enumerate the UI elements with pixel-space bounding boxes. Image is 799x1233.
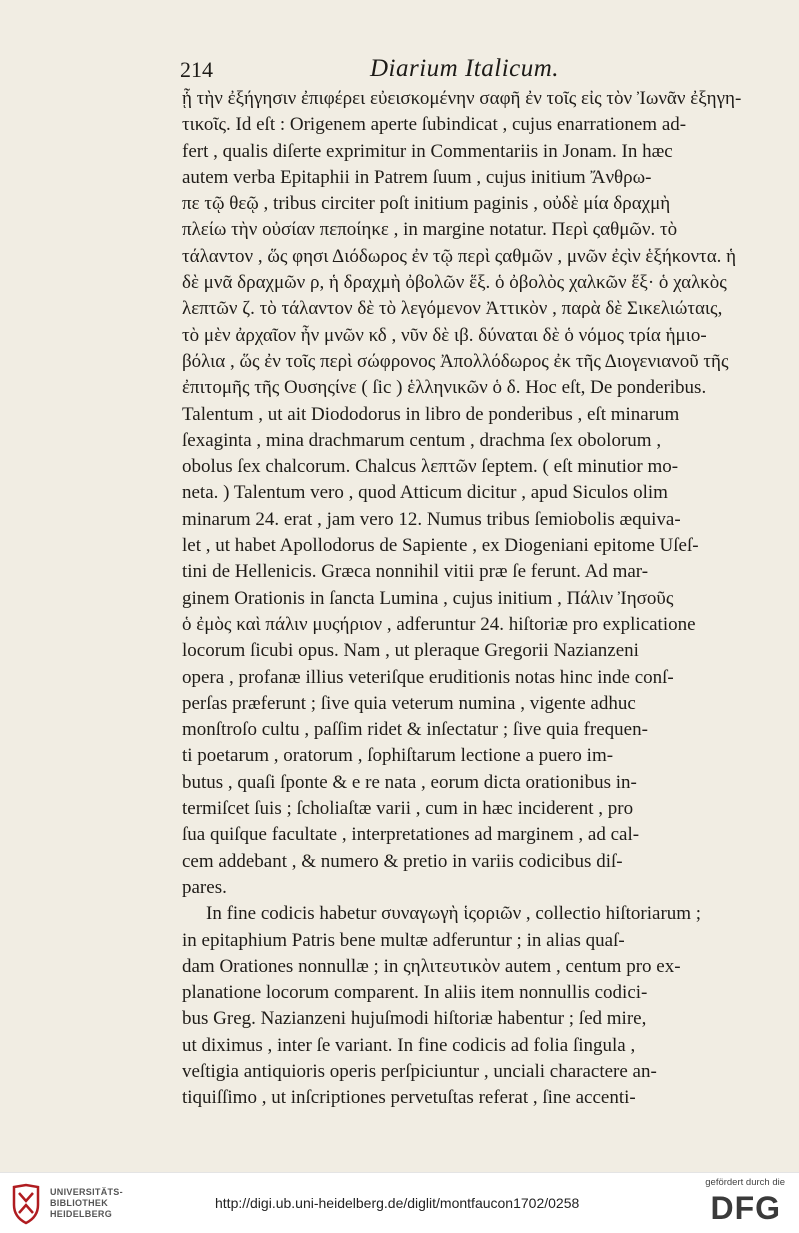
university-library-logo-icon: [8, 1183, 44, 1225]
text-line: monſtroſo cultu , paſſim ridet & inſectatur ; ſive quia frequen-: [182, 719, 648, 741]
page-number: 214: [180, 57, 213, 82]
text-line: butus , quaſi ſponte & e re nata , eorum dicta orationibus in-: [182, 771, 637, 793]
funded-by-label: gefördert durch die: [705, 1177, 785, 1188]
text-line: autem verba Epitaphii in Patrem ſuum , cujus initium Ἄνθρω-: [182, 166, 652, 188]
text-line: λεπτῶν ζ. τὸ τάλαντον δὲ τὸ λεγόμενον Ἀττικὸν , παρὰ δὲ Σικελιώταις,: [182, 298, 723, 320]
text-line: let , ut habet Apollodorus de Sapiente , ex Diogeniani epitome Uſeſ-: [182, 535, 699, 557]
text-line: In fine codicis habetur συναγωγὴ ἱςοριῶν , collectio hiſtoriarum ;: [206, 903, 702, 925]
permalink-url[interactable]: http://digi.ub.uni-heidelberg.de/diglit/montfaucon1702/0258: [215, 1195, 580, 1211]
text-line: locorum ſicubi opus. Nam , ut pleraque Gregorii Nazianzeni: [182, 640, 639, 662]
text-line: neta. ) Talentum vero , quod Atticum dicitur , apud Siculos olim: [182, 482, 668, 504]
text-line: planatione locorum comparent. In aliis item nonnullis codici-: [182, 982, 648, 1004]
text-line: ginem Orationis in ſancta Lumina , cujus initium , Πάλιν Ἰησοῦς: [182, 587, 674, 609]
text-line: dam Orationes nonnullæ ; in ςηλιτευτικὸν autem , centum pro ex-: [182, 955, 681, 977]
text-line: ut diximus , inter ſe variant. In fine codicis ad folia ſingula ,: [182, 1034, 636, 1056]
library-name-line: BIBLIOTHEK: [50, 1198, 108, 1208]
text-line: pares.: [182, 876, 227, 898]
text-line: τάλαντον , ὥς φησι Διόδωρος ἐν τῷ περὶ ςαθμῶν , μνῶν ἐςὶν ἑξήκοντα. ἡ: [182, 245, 737, 267]
viewer-footer: [0, 1172, 799, 1233]
text-line: βόλια , ὥς ἐν τοῖς περὶ σώφρονος Ἀπολλόδωρος ἐκ τῆς Διογενιανοῦ τῆς: [182, 350, 729, 372]
text-line: tiquiſſimo , ut inſcriptiones pervetuſtas referat , ſine accenti-: [182, 1087, 636, 1109]
text-line: ſua quiſque facultate , interpretationes ad marginem , ad cal-: [182, 824, 640, 846]
text-line: fert , qualis diſerte exprimitur in Commentariis in Jonam. In hæc: [182, 140, 673, 162]
text-line: perſas præferunt ; ſive quia veterum numina , vigente adhuc: [182, 692, 636, 714]
dfg-logo: DFG: [710, 1190, 781, 1226]
text-line: cem addebant , & numero & pretio in variis codicibus diſ-: [182, 850, 623, 872]
library-name: [50, 1187, 123, 1220]
page-text: [182, 86, 770, 1112]
text-line: τὸ μὲν ἀρχαῖον ἦν μνῶν κδ , νῦν δὲ ιβ. δύναται δὲ ὁ νόμος τρία ἡμιο-: [182, 324, 707, 346]
text-line: ᾗ τὴν ἐξήγησιν ἐπιφέρει εὐεισκομένην σαφῆ ἐν τοῖς εἰς τὸν Ἰωνᾶν ἐξηγη-: [182, 88, 742, 109]
text-line: bus Greg. Nazianzeni hujuſmodi hiſtoriæ habentur ; ſed mire,: [182, 1008, 647, 1030]
text-line: ſexaginta , mina drachmarum centum , drachma ſex obolorum ,: [182, 429, 662, 451]
library-name-line: UNIVERSITÄTS-: [50, 1187, 123, 1197]
text-line: minarum 24. erat , jam vero 12. Numus tribus ſemiobolis æquiva-: [182, 508, 681, 530]
text-line: tini de Hellenicis. Græca nonnihil vitii præ ſe ferunt. Ad mar-: [182, 561, 649, 583]
running-head: Diarium Italicum.: [370, 55, 560, 82]
text-line: ὁ ἐμὸς καὶ πάλιν μυςήριον , adferuntur 24. hiſtoriæ pro explicatione: [182, 613, 696, 635]
library-name-line: HEIDELBERG: [50, 1209, 113, 1219]
text-line: obolus ſex chalcorum. Chalcus λεπτῶν ſeptem. ( eſt minutior mo-: [182, 456, 679, 478]
text-line: veſtigia antiquioris operis perſpiciuntur , unciali charactere an-: [182, 1060, 657, 1082]
text-line: in epitaphium Patris bene multæ adferuntur ; in alias quaſ-: [182, 929, 625, 951]
text-line: Talentum , ut ait Diododorus in libro de ponderibus , eſt minarum: [182, 403, 680, 425]
text-line: ἐπιτομῆς τῆς Ουσηςίνε ( ſic ) ἑλληνικῶν ὁ δ. Hoc eſt, De ponderibus.: [182, 377, 707, 399]
text-line: opera , profanæ illius veteriſque eruditionis notas hinc inde conſ-: [182, 666, 674, 688]
text-line: πε τῷ θεῷ , tribus circiter poſt initium paginis , οὐδὲ μία δραχμὴ: [182, 193, 671, 215]
text-line: ti poetarum , oratorum , ſophiſtarum lectione a puero im-: [182, 745, 614, 767]
text-line: termiſcet ſuis ; ſcholiaſtæ varii , cum in hæc inciderent , pro: [182, 798, 634, 820]
text-line: πλείω τὴν οὐσίαν πεποίηκε , in margine notatur. Περὶ ςαθμῶν. τὸ: [182, 219, 678, 241]
text-line: τικοῖς. Id eſt : Origenem aperte ſubindicat , cujus enarrationem ad-: [182, 114, 687, 136]
text-line: δὲ μνᾶ δραχμῶν ρ, ἡ δραχμὴ ὀβολῶν ἕξ. ὁ ὀβολὸς χαλκῶν ἕξ· ὁ χαλκὸς: [182, 272, 727, 294]
